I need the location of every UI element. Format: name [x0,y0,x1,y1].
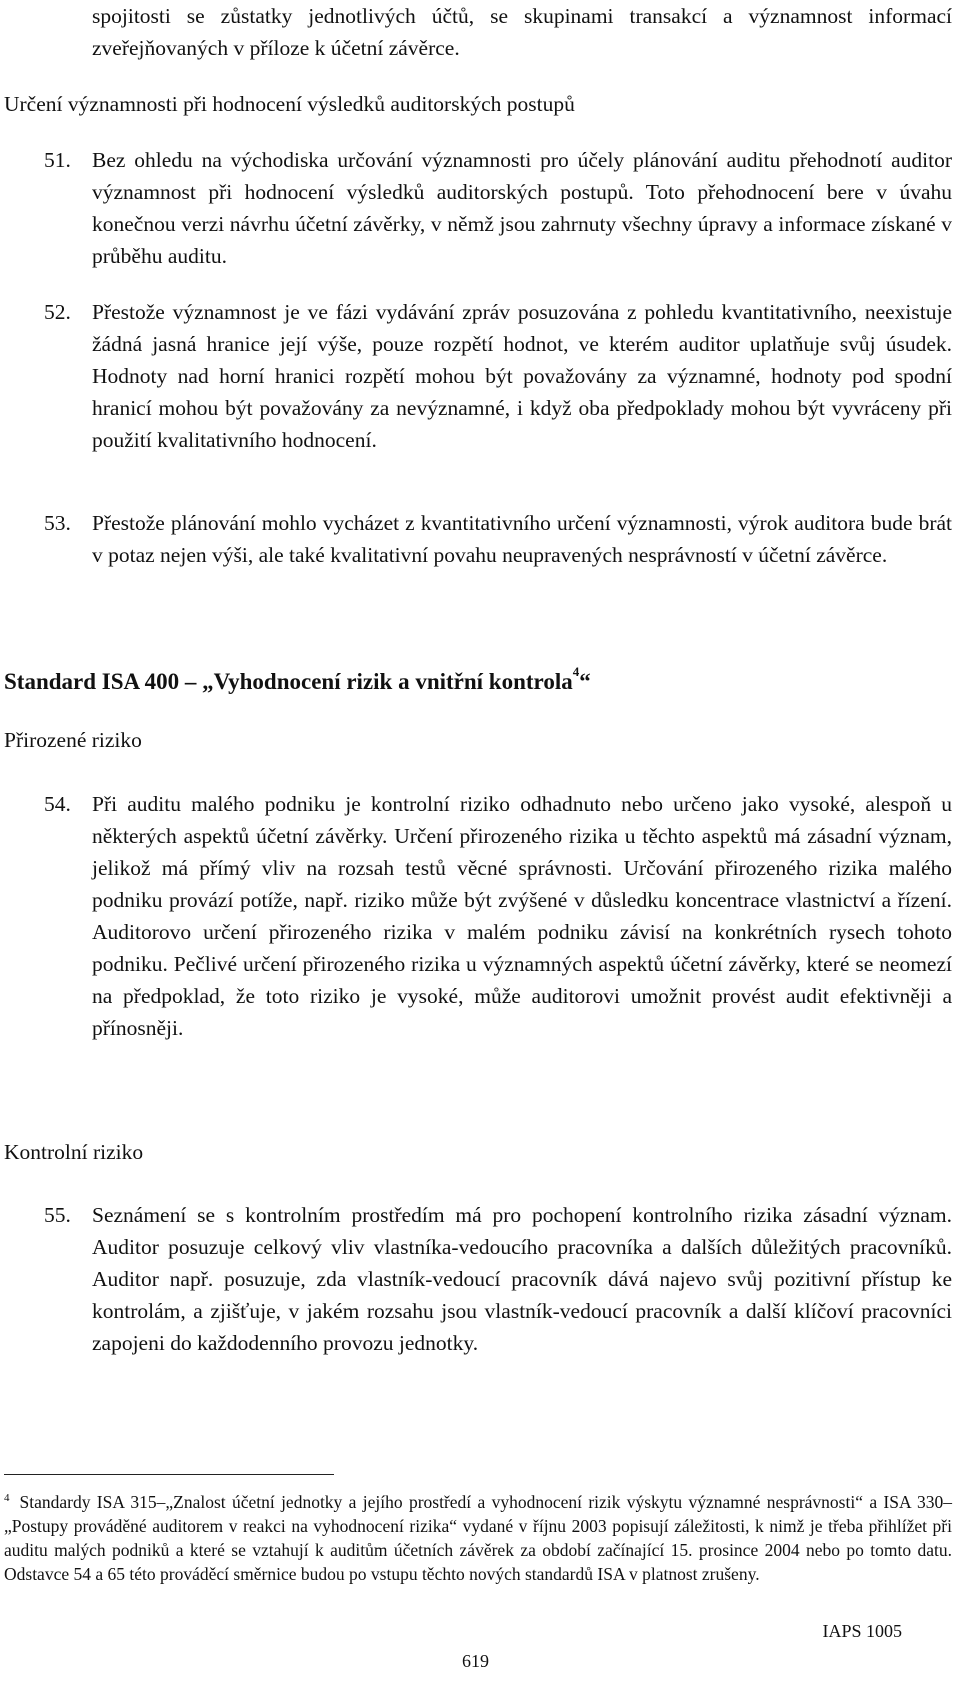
standard-heading-close-quote: “ [579,669,591,694]
section-heading-inherent-risk: Přirozené riziko [4,728,142,752]
footnote-separator [4,1474,334,1475]
paragraph-number-55: 55. [44,1203,71,1227]
paragraph-52: Přestože významnost je ve fázi vydávání zpráv posuzována z pohledu kvantitativního, neexistuje žádná jasná hranice její výše, pouze rozpětí hodnot, ve kterém auditor uplatňuje svůj úsudek. Hodnoty nad horní hranici rozpětí mohou být považovány za významné, hodnoty pod spodní hranicí mohou být považovány za nevýznamné, i když oba předpoklady mohou být vyvráceny při použití kvalitativního hodnocení. [92,300,952,452]
footnote-mark: 4 [4,1492,10,1505]
standard-heading-text: Standard ISA 400 – „Vyhodnocení rizik a vnitřní kontrola [4,669,573,694]
paragraph-53: Přestože plánování mohlo vycházet z kvantitativního určení významnosti, výrok auditora bude brát v potaz nejen výši, ale také kvalitativní povahu neupravených nesprávností v účetní závěrce. [92,511,952,567]
paragraph-number-53: 53. [44,511,71,535]
paragraph-number-52: 52. [44,300,71,324]
section-heading-control-risk: Kontrolní riziko [4,1140,144,1164]
section-heading-significance: Určení významnosti při hodnocení výsledků auditorských postupů [4,92,575,116]
page-number: 619 [462,1651,489,1671]
paragraph-54: Při auditu malého podniku je kontrolní riziko odhadnuto nebo určeno jako vysoké, alespoň u některých aspektů účetní závěrky. Určení přirozeného rizika u těchto aspektů má zásadní význam, jelikož má přímý vliv na rozsah testů věcné správnosti. Určování přirozeného rizika malého podniku provází potíže, např. riziko může být zvýšené v důsledku koncentrace vlastnictví a řízení. Auditorovo určení přirozeného rizika v malém podniku závisí na konkrétních rysech tohoto podniku. Pečlivé určení přirozeného rizika u významných aspektů účetní závěrky, které se neomezí na předpoklad, že toto riziko je vysoké, může auditorovi umožnit provést audit efektivněji a přínosněji. [92,792,952,1040]
paragraph-55: Seznámení se s kontrolním prostředím má pro pochopení kontrolního rizika zásadní význam. Auditor posuzuje celkový vliv vlastníka-vedoucího pracovníka a dalších důležitých pracovníků. Auditor např. posuzuje, zda vlastník-vedoucí pracovník dává najevo svůj pozitivní přístup ke kontrolám, a zjišťuje, v jakém rozsahu jsou vlastník-vedoucí pracovník a další klíčoví pracovníci zapojeni do každodenního provozu jednotky. [92,1203,952,1355]
paragraph-51: Bez ohledu na východiska určování významnosti pro účely plánování auditu přehodnotí auditor významnost při hodnocení výsledků auditorských postupů. Toto přehodnocení bere v úvahu konečnou verzi návrhu účetní závěrky, v němž jsou zahrnuty všechny úpravy a informace získané v průběhu auditu. [92,148,952,268]
continued-paragraph: spojitosti se zůstatky jednotlivých účtů, se skupinami transakcí a významnost informací zveřejňovaných v příloze k účetní závěrce. [92,4,952,60]
footnote [4,1490,952,1586]
footnote-reference: 4 [572,664,580,680]
paragraph-number-51: 51. [44,148,71,172]
standard-heading [4,666,591,698]
paragraph-number-54: 54. [44,792,71,816]
footer-document-id: IAPS 1005 [822,1621,902,1641]
footnote-text: Standardy ISA 315–„Znalost účetní jednotky a jejího prostředí a vyhodnocení rizik výskytu významné nesprávnosti“ a ISA 330–„Postupy prováděné auditorem v reakci na vyhodnocení rizika“ vydané v říjnu 2003 popisují záležitosti, k nimž je třeba přihlížet při auditu malých podniků a které se vztahují k auditům účetních závěrek za období začínající 15. prosince 2004 nebo po tomto datu. Odstavce 54 a 65 této prováděcí směrnice budou po vstupu těchto nových standardů ISA v platnost zrušeny. [4,1492,952,1584]
